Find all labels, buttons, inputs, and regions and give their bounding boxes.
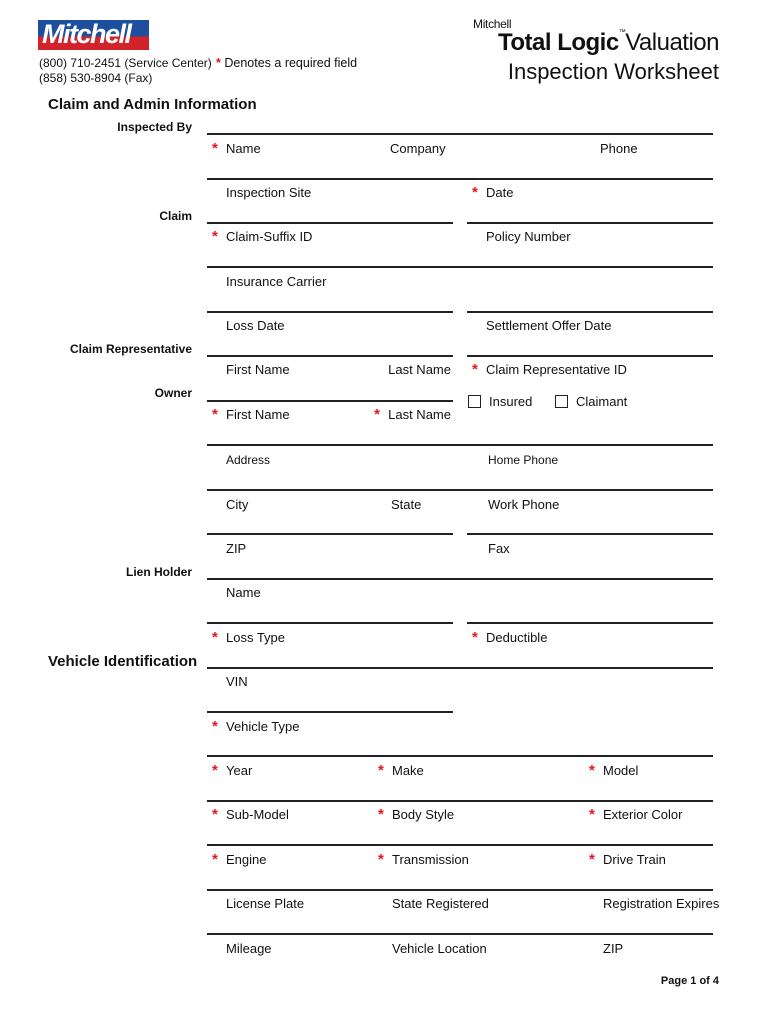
required-star-icon: * [472, 184, 478, 201]
field-vehicle-location: Vehicle Location [392, 941, 487, 956]
field-line[interactable] [207, 133, 713, 135]
insured-checkbox[interactable] [468, 395, 481, 408]
required-note [216, 56, 357, 70]
field-label: Date [486, 185, 514, 200]
field-label: Engine [226, 852, 267, 867]
contact-info [39, 56, 212, 86]
field-line[interactable] [207, 533, 453, 535]
required-star-icon: * [589, 806, 595, 823]
field-line[interactable] [207, 844, 713, 846]
field-label: Make [392, 763, 424, 778]
field-claim-suffix-id [212, 228, 313, 245]
field-label: Name [226, 141, 261, 156]
label-claim: Claim [159, 209, 192, 223]
field-year [212, 762, 253, 779]
field-owner-last-name [374, 406, 451, 423]
brand-small: Mitchell [473, 17, 512, 31]
field-line[interactable] [207, 755, 713, 757]
field-mileage: Mileage [226, 941, 272, 956]
field-deductible [472, 629, 548, 646]
label-lien-holder: Lien Holder [125, 565, 192, 579]
required-star-icon: * [212, 228, 218, 245]
label-inspected-by: Inspected By [117, 120, 192, 134]
logo-text: Mitchell [42, 20, 131, 49]
insured-label: Insured [489, 394, 533, 409]
required-star-icon: * [374, 406, 380, 423]
field-line[interactable] [207, 311, 453, 313]
field-label: Body Style [392, 807, 455, 822]
field-state: State [391, 497, 422, 512]
required-star-icon: * [378, 762, 384, 779]
field-body-style [378, 806, 455, 823]
field-loss-type [212, 629, 286, 646]
field-inspector-name [212, 140, 261, 157]
field-vin: VIN [226, 674, 248, 689]
label-owner: Owner [154, 386, 192, 400]
required-star-icon: * [378, 806, 384, 823]
required-star-icon: * [216, 56, 221, 70]
required-star-icon: * [212, 629, 218, 646]
claimant-checkbox[interactable] [555, 395, 568, 408]
required-star-icon: * [472, 361, 478, 378]
field-label: Deductible [486, 630, 548, 645]
field-line[interactable] [207, 711, 453, 713]
field-label: Claim-Suffix ID [226, 229, 313, 244]
service-phone: (800) 710-2451 (Service Center) [39, 56, 212, 70]
field-exterior-color [589, 806, 683, 823]
product-light: Valuation [625, 29, 719, 56]
field-line[interactable] [207, 355, 453, 357]
required-star-icon: * [212, 406, 218, 423]
field-work-phone: Work Phone [488, 497, 560, 512]
field-line[interactable] [207, 933, 713, 935]
field-settlement-offer-date: Settlement Offer Date [486, 318, 612, 333]
field-label: Loss Type [226, 630, 286, 645]
field-label: Model [603, 763, 639, 778]
fax-number: (858) 530-8904 (Fax) [39, 71, 153, 85]
field-zip: ZIP [226, 541, 247, 556]
required-star-icon: * [589, 762, 595, 779]
field-drive-train [589, 851, 666, 868]
field-date [472, 184, 514, 201]
mitchell-logo [38, 20, 149, 50]
required-note-text: Denotes a required field [224, 56, 358, 70]
field-rep-first-name: First Name [226, 362, 290, 377]
field-inspector-phone: Phone [600, 141, 638, 156]
field-transmission [378, 851, 469, 868]
required-star-icon: * [589, 851, 595, 868]
field-home-phone: Home Phone [488, 453, 559, 467]
field-label: First Name [226, 407, 290, 422]
field-lien-holder-name: Name [226, 585, 261, 600]
field-line[interactable] [207, 489, 713, 491]
label-claim-representative: Claim Representative [69, 342, 192, 356]
field-insurance-carrier: Insurance Carrier [226, 274, 327, 289]
field-line[interactable] [207, 889, 713, 891]
field-label: Last Name [388, 407, 451, 422]
field-line[interactable] [467, 222, 713, 224]
field-address: Address [226, 453, 271, 467]
field-vehicle-type [212, 718, 300, 735]
field-engine [212, 851, 267, 868]
field-fax: Fax [488, 541, 510, 556]
document-title: Inspection Worksheet [507, 59, 719, 84]
field-label: Drive Train [603, 852, 666, 867]
field-make [378, 762, 424, 779]
field-line[interactable] [207, 222, 453, 224]
product-bold: Total Logic [497, 29, 619, 56]
field-line[interactable] [207, 444, 713, 446]
field-line[interactable] [207, 667, 713, 669]
field-line[interactable] [207, 178, 713, 180]
field-model [589, 762, 639, 779]
field-line[interactable] [207, 578, 713, 580]
required-star-icon: * [212, 762, 218, 779]
field-owner-first-name [212, 406, 290, 423]
required-star-icon: * [378, 851, 384, 868]
field-line[interactable] [207, 400, 453, 402]
section-vehicle-identification: Vehicle Identification [48, 653, 198, 670]
required-star-icon: * [212, 718, 218, 735]
required-star-icon: * [212, 140, 218, 157]
field-vehicle-zip: ZIP [603, 941, 624, 956]
field-city: City [226, 497, 249, 512]
field-line[interactable] [467, 355, 713, 357]
field-license-plate: License Plate [226, 896, 305, 911]
required-star-icon: * [472, 629, 478, 646]
field-label: Sub-Model [226, 807, 289, 822]
field-label: Claim Representative ID [486, 362, 627, 377]
field-line[interactable] [467, 311, 713, 313]
claimant-label: Claimant [576, 394, 628, 409]
required-star-icon: * [212, 851, 218, 868]
section-claim-admin: Claim and Admin Information [48, 96, 257, 113]
required-star-icon: * [212, 806, 218, 823]
field-rep-last-name: Last Name [388, 362, 451, 377]
field-sub-model [212, 806, 289, 823]
field-registration-expires: Registration Expires [603, 896, 720, 911]
field-inspector-company: Company [390, 141, 446, 156]
field-label: Exterior Color [603, 807, 683, 822]
field-label: Year [226, 763, 253, 778]
product-title [498, 29, 719, 57]
field-line[interactable] [207, 800, 713, 802]
field-claim-rep-id [472, 361, 627, 378]
trademark: ™ [618, 29, 626, 36]
field-line[interactable] [207, 622, 453, 624]
field-line[interactable] [467, 533, 713, 535]
field-label: Vehicle Type [226, 719, 300, 734]
field-label: Transmission [392, 852, 469, 867]
page-number: Page 1 of 4 [660, 975, 719, 987]
field-policy-number: Policy Number [486, 229, 571, 244]
field-inspection-site: Inspection Site [226, 185, 312, 200]
field-loss-date: Loss Date [226, 318, 285, 333]
field-line[interactable] [467, 622, 713, 624]
field-state-registered: State Registered [392, 896, 489, 911]
field-line[interactable] [207, 266, 713, 268]
